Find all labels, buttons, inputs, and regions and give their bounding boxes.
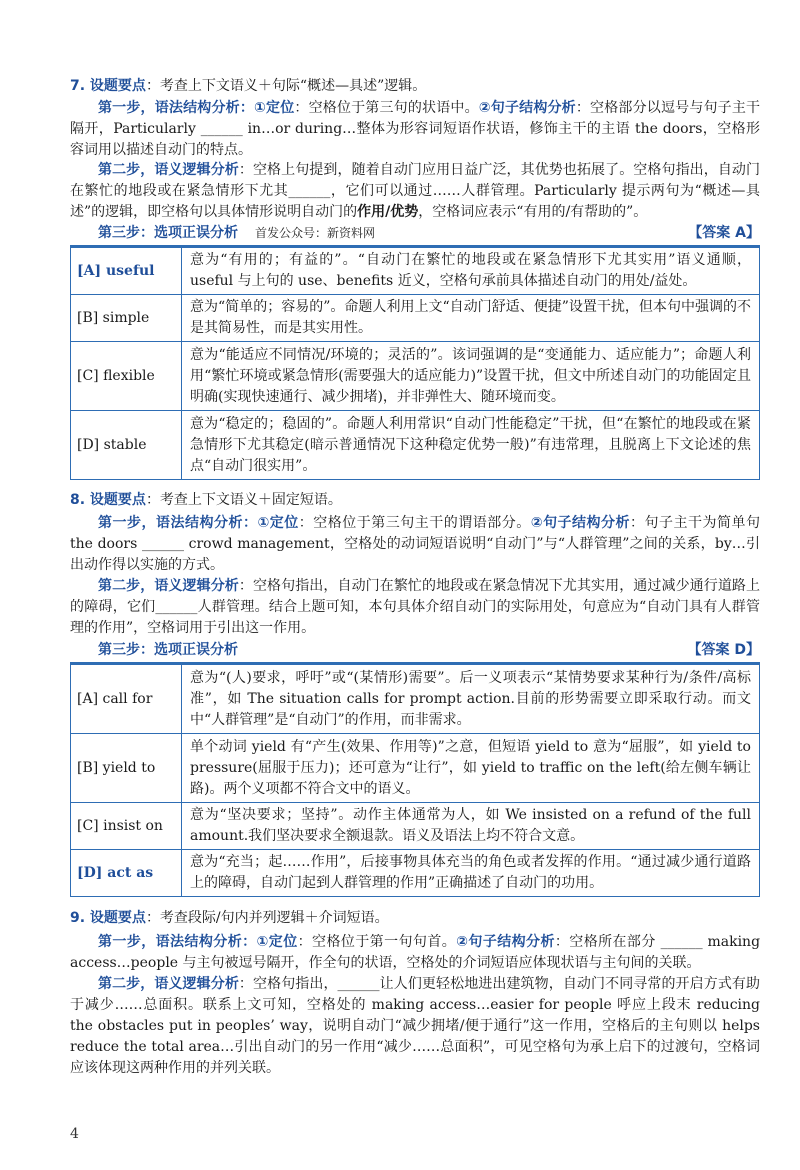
q9-title-num: 9. 设题要点 bbox=[70, 910, 146, 926]
q7-option-a-text: 意为“有用的；有益的”。“自动门在繁忙的地段或在紧急情形下尤其实用”语义通顺，useful 与上句的 use、benefits 近义，空格句承前具体描述自动门的用处/益处。 bbox=[182, 248, 760, 295]
q9-title-body: ：考查段际/句内并列逻辑＋介词短语。 bbox=[145, 910, 389, 926]
q8-option-a-label: [A] call for bbox=[71, 665, 182, 734]
q7-step2-text-b: ，空格词应表示“有用的/有帮助的”。 bbox=[418, 204, 648, 220]
q8-option-c-text: 意为“坚决要求；坚持”。动作主体通常为人，如 We insisted on a refund of the full amount.我们坚决要求全额退款。语义及语法上均不符合文意。 bbox=[182, 803, 760, 850]
table-row bbox=[71, 295, 760, 342]
q8-title-num: 8. 设题要点 bbox=[70, 492, 146, 508]
q7-options-table bbox=[70, 247, 760, 480]
q8-step1-label: 第一步，语法结构分析 bbox=[98, 515, 243, 531]
q8-title bbox=[70, 490, 760, 511]
q7-option-b-text: 意为“简单的；容易的”。命题人利用上文“自动门舒适、便捷”设置干扰，但本句中强调的不是其简易性，而是其实用性。 bbox=[182, 295, 760, 342]
table-row bbox=[71, 411, 760, 480]
q7-option-d-label: [D] stable bbox=[71, 411, 182, 480]
table-row bbox=[71, 850, 760, 897]
q7-title-num: 7. 设题要点 bbox=[70, 78, 146, 94]
q9-step1-jg-text: ：空格所在部分 ______ making access…people 与主句被逗号隔开，作全句的状语，空格处的介词短语应体现状语与主句间的关联。 bbox=[70, 934, 761, 971]
q7-step1-dw-text: ：空格位于第三句的状语中。 bbox=[294, 100, 479, 116]
q8-option-b-text: 单个动词 yield 有“产生(效果、作用等)”之意，但短语 yield to 意为“屈服”，如 yield to pressure(屈服于压力)；还可意为“让行”，如 yield to traffic on the left(给左侧车辆让路)。两个义项都不符合文中的语义。 bbox=[182, 734, 760, 803]
q8-options-table bbox=[70, 664, 760, 897]
q9-step1-label: 第一步，语法结构分析 bbox=[98, 934, 243, 950]
q8-option-d-label: [D] act as bbox=[71, 850, 182, 897]
q7-answer: 【答案 A】 bbox=[688, 225, 760, 241]
q9-title bbox=[70, 908, 760, 929]
q7-step1-jg-text: ：空格部分以逗号与句子主干隔开，Particularly ______ in…or during…整体为形容词短语作状语，修饰主干的主语 the doors，空格形容词用以描述自动门的特点。 bbox=[70, 100, 761, 158]
q7-option-c-label: [C] flexible bbox=[71, 342, 182, 411]
q9-step1-dw-label: ①定位 bbox=[256, 934, 298, 950]
table-row bbox=[71, 734, 760, 803]
q8-step2-text: ：空格句指出，自动门在繁忙的地段或在紧急情况下尤其实用，通过减少通行道路上的障碍，它们______人群管理。结合上题可知，本句具体介绍自动门的实际用处，句意应为“自动门具有人群管理的作用”，空格词用于引出这一作用。 bbox=[70, 578, 761, 636]
q8-option-b-label: [B] yield to bbox=[71, 734, 182, 803]
q7-step3-bar bbox=[70, 223, 760, 247]
table-row bbox=[71, 248, 760, 295]
q7-option-a-label: [A] useful bbox=[71, 248, 182, 295]
q8-step1-dw-text: ：空格位于第三句主干的谓语部分。 bbox=[298, 515, 531, 531]
q8-step3-bar bbox=[70, 640, 760, 664]
q7-step1: 第一步，语法结构分析：①定位：空格位于第三句的状语中。②句子结构分析：空格部分以逗号与句子主干隔开，Particularly ______ in…or during…整体为形容词短语作状语，修饰主干的主语 the doors，空格形容词用以描述自动门的特点。 bbox=[70, 100, 761, 158]
q7-step1-jg-label: ②句子结构分析 bbox=[478, 100, 576, 116]
q7-option-b-label: [B] simple bbox=[71, 295, 182, 342]
q9-step1-dw-text: ：空格位于第一句句首。 bbox=[297, 934, 457, 950]
q8-step1-dw-label: ①定位 bbox=[257, 515, 299, 531]
page-number: 4 bbox=[70, 1126, 79, 1142]
q7-step1-label: 第一步，语法结构分析 bbox=[98, 100, 240, 116]
q8-answer: 【答案 D】 bbox=[687, 642, 760, 658]
watermark-text: 首发公众号：新资料网 bbox=[255, 226, 376, 240]
q9-step2-label: 第二步，语义逻辑分析 bbox=[98, 976, 239, 992]
q7-option-d-text: 意为“稳定的；稳固的”。命题人利用常识“自动门性能稳定”干扰，但“在繁忙的地段或在紧急情形下尤其稳定(暗示普通情况下这种稳定优势一般)”有违常理，且脱离上下文论述的焦点“自动门很实用”。 bbox=[182, 411, 760, 480]
q8-step1-jg-text: ：句子主干为简单句 the doors ______ crowd management，空格处的动词短语说明“自动门”与“人群管理”之间的关系，by…引出动作得以实施的方式。 bbox=[70, 515, 761, 573]
q9-step2-text: ：空格句指出，______让人们更轻松地进出建筑物，自动门不同寻常的开启方式有助于减少……总面积。联系上文可知，空格处的 making access…easier for people 呼应上段末 reducing the obstacles put in peoples’ way，说明自动门“减少拥堵/便于通行”这一作用，空格后的主句则以 helps reduce the total area…引出自动门的另一作用“减少……总面积”，可见空格句为承上启下的过渡句，空格词应该体现这两种作用的并列关联。 bbox=[70, 976, 761, 1076]
q9-step1: 第一步，语法结构分析：①定位：空格位于第一句句首。②句子结构分析：空格所在部分 ______ making access…people 与主句被逗号隔开，作全句的状语，空格处的介词短语应体现状语与主句间的关联。 bbox=[70, 934, 761, 971]
q8-step1: 第一步，语法结构分析：①定位：空格位于第三句主干的谓语部分。②句子结构分析：句子主干为简单句 the doors ______ crowd management，空格处的动词短语说明“自动门”与“人群管理”之间的关系，by…引出动作得以实施的方式。 bbox=[70, 515, 761, 573]
q8-title-body: ：考查上下文语义＋固定短语。 bbox=[145, 492, 342, 508]
q8-step1-jg-label: ②句子结构分析 bbox=[530, 515, 631, 531]
q8-option-d-text: 意为“充当；起……作用”，后接事物具体充当的角色或者发挥的作用。“通过减少通行道路上的障碍，自动门起到人群管理的作用”正确描述了自动门的功用。 bbox=[182, 850, 760, 897]
table-row bbox=[71, 803, 760, 850]
q8-option-c-label: [C] insist on bbox=[71, 803, 182, 850]
q7-step2-label: 第二步，语义逻辑分析 bbox=[98, 162, 239, 178]
q8-step3-label: 第三步：选项正误分析 bbox=[98, 642, 238, 658]
table-row bbox=[71, 342, 760, 411]
q7-step2-text-a: ：空格上句提到，随着自动门应用日益广泛，其优势也拓展了。空格句指出，自动门在繁忙的地段或在紧急情形下尤其______，它们可以通过……人群管理。Particularly 提示两句为“概述—具述”的逻辑，即空格句以具体情形说明自动门的 bbox=[70, 162, 761, 220]
q9-step2 bbox=[70, 974, 760, 1079]
q7-step3-label: 第三步：选项正误分析 bbox=[98, 225, 238, 241]
q8-option-a-text: 意为“(人)要求，呼吁”或“(某情形)需要”。后一义项表示“某情势要求某种行为/条件/高标准”，如 The situation calls for prompt action.目前的形势需要立即采取行动。而文中“人群管理”是“自动门”的作用，而非需求。 bbox=[182, 665, 760, 734]
q9-step1-jg-label: ②句子结构分析 bbox=[456, 934, 555, 950]
q7-step2-bold: 作用/优势 bbox=[357, 204, 419, 220]
q7-step2 bbox=[70, 160, 760, 223]
q8-step2-label: 第二步，语义逻辑分析 bbox=[98, 578, 239, 594]
table-row bbox=[71, 665, 760, 734]
q7-step1-dw-label: ①定位 bbox=[254, 100, 295, 116]
q7-title-body: ：考查上下文语义＋句际“概述—具述”逻辑。 bbox=[145, 78, 427, 94]
q7-option-c-text: 意为“能适应不同情况/环境的；灵活的”。该词强调的是“变通能力、适应能力”；命题人利用“繁忙环境或紧急情形(需要强大的适应能力)”设置干扰，但文中所述自动门的功能固定且明确(实现快速通行、减少拥堵)，并非弹性大、随环境而变。 bbox=[182, 342, 760, 411]
q8-step2 bbox=[70, 576, 760, 639]
q7-title bbox=[70, 76, 760, 97]
